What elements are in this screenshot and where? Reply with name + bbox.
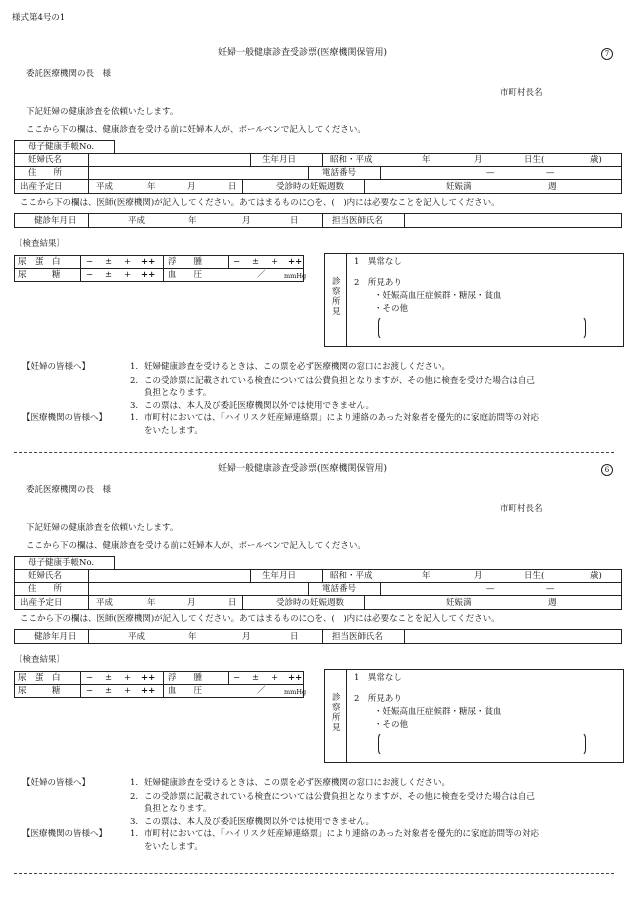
note-4-cont: をいたします。	[144, 426, 203, 436]
grade-plusplus[interactable]: ++	[141, 686, 156, 696]
birth-era: 昭和・平成	[330, 155, 373, 165]
request-text: 下記妊婦の健康診査を依頼いたします。	[26, 107, 179, 117]
finding-conditions[interactable]: ・妊娠高血圧症候群・糖尿・貧血	[374, 291, 502, 301]
birth-month: 月	[474, 155, 483, 165]
diag-char: 診	[332, 277, 341, 287]
exam-month: 月	[242, 216, 251, 226]
due-year: 年	[147, 182, 156, 192]
doctor-instructions: ここから下の欄は、医師(医療機関)が記入してください。あてはまるものに○を、( )内には必要なことを記入してください。	[20, 614, 500, 624]
note-3: この票は、本人及び委託医療機関以外では使用できません。	[144, 401, 375, 411]
birth-label: 生年月日	[262, 155, 297, 165]
note-1: 妊婦健康診査を受けるときは、この票を必ず医療機関の窓口にお渡しください。	[144, 778, 451, 788]
to-patient-heading: 【妊婦の皆様へ】	[22, 778, 91, 788]
due-label: 出産予定日	[20, 182, 63, 192]
doctor-input[interactable]	[406, 630, 620, 642]
exam-era: 平成	[128, 216, 146, 226]
grade-plus[interactable]: +	[271, 257, 279, 267]
finding-abnormal[interactable]: 2 所見あり	[354, 694, 402, 704]
diag-char: 見	[332, 307, 341, 317]
exam-date-label: 健診年月日	[34, 216, 77, 226]
patient-instructions: ここから下の欄は、健康診査を受ける前に妊婦本人が、ボールペンで記入してください。	[26, 541, 366, 551]
urine-protein-label: 尿 蛋 白	[18, 257, 61, 267]
note-number: 3.	[130, 817, 139, 827]
boshi-input[interactable]	[116, 141, 246, 152]
bp-label: 血 圧	[168, 686, 203, 696]
sheet-number: 6	[601, 464, 613, 476]
grade-plusminus[interactable]: ±	[105, 673, 113, 683]
due-label: 出産予定日	[20, 598, 63, 608]
boshi-label: 母子健康手帳No.	[28, 142, 95, 152]
due-year: 年	[147, 598, 156, 608]
form-section-6	[0, 413, 630, 871]
bp-label: 血 圧	[168, 270, 203, 280]
results-label: 〔検査結果〕	[14, 239, 66, 249]
doctor-input[interactable]	[406, 214, 620, 226]
phone-dash: —	[486, 168, 495, 178]
other-bracket-input[interactable]	[378, 316, 586, 340]
bp-separator: ／	[257, 686, 266, 696]
week: 週	[548, 182, 557, 192]
phone-dash: —	[486, 584, 495, 594]
due-day: 日	[228, 182, 237, 192]
note-3: この票は、本人及び委託医療機関以外では使用できません。	[144, 817, 375, 827]
finding-other[interactable]: ・その他	[374, 304, 409, 314]
grade-minus[interactable]: −	[86, 257, 94, 267]
form-number: 様式第4号の1	[12, 13, 66, 23]
exam-day: 日	[290, 632, 299, 642]
boshi-label: 母子健康手帳No.	[28, 558, 95, 568]
other-bracket-input[interactable]	[378, 732, 586, 756]
note-4: 市町村においては、「ハイリスク妊産婦連絡票」により連絡のあった対象者を優先的に家庭訪問等の対応	[144, 413, 540, 423]
exam-era: 平成	[128, 632, 146, 642]
exam-year: 年	[188, 216, 197, 226]
request-text: 下記妊婦の健康診査を依頼いたします。	[26, 523, 179, 533]
note-2: この受診票に記載されている検査については公費負担となりますが、その他に検査を受けた場合は自己	[144, 376, 535, 386]
grade-plus[interactable]: +	[124, 686, 132, 696]
cut-line	[14, 873, 614, 874]
doctor-label: 担当医師氏名	[332, 632, 384, 642]
grade-plusminus[interactable]: ±	[252, 673, 260, 683]
exam-month: 月	[242, 632, 251, 642]
to-patient-heading: 【妊婦の皆様へ】	[22, 362, 91, 372]
results-label: 〔検査結果〕	[14, 655, 66, 665]
grade-minus[interactable]: −	[86, 673, 94, 683]
sheet-number: 7	[601, 48, 613, 60]
note-2-cont: 負担となります。	[144, 388, 212, 398]
patient-instructions: ここから下の欄は、健康診査を受ける前に妊婦本人が、ボールペンで記入してください。	[26, 125, 366, 135]
note-4-cont: をいたします。	[144, 842, 203, 852]
finding-normal[interactable]: 1 異常なし	[354, 257, 402, 267]
address-label: 住 所	[28, 584, 63, 594]
due-era: 平成	[96, 598, 114, 608]
urine-sugar-label: 尿 糖	[18, 270, 61, 280]
note-1: 妊婦健康診査を受けるときは、この票を必ず医療機関の窓口にお渡しください。	[144, 362, 451, 372]
grade-plusminus[interactable]: ±	[105, 270, 113, 280]
grade-plus[interactable]: +	[124, 270, 132, 280]
grade-minus[interactable]: −	[86, 270, 94, 280]
finding-conditions[interactable]: ・妊娠高血圧症候群・糖尿・貧血	[374, 707, 502, 717]
issuer: 市町村長名	[500, 504, 543, 514]
note-number: 1.	[130, 829, 139, 839]
grade-plus[interactable]: +	[124, 673, 132, 683]
grade-minus[interactable]: −	[233, 257, 241, 267]
bp-unit: mmHg	[284, 272, 307, 280]
birth-day: 日生(	[524, 155, 545, 165]
phone-label: 電話番号	[322, 584, 357, 594]
birth-year: 年	[422, 571, 431, 581]
doctor-instructions: ここから下の欄は、医師(医療機関)が記入してください。あてはまるものに○を、( )内には必要なことを記入してください。	[20, 198, 500, 208]
edema-label: 浮 腫	[168, 257, 203, 267]
boshi-input[interactable]	[116, 557, 246, 568]
urine-protein-label: 尿 蛋 白	[18, 673, 61, 683]
weeks-label: 受診時の妊娠週数	[276, 598, 345, 608]
exam-day: 日	[290, 216, 299, 226]
name-input[interactable]	[90, 154, 248, 165]
exam-year: 年	[188, 632, 197, 642]
bp-unit: mmHg	[284, 688, 307, 696]
note-number: 1.	[130, 362, 139, 372]
finding-abnormal[interactable]: 2 所見あり	[354, 278, 402, 288]
exam-date-label: 健診年月日	[34, 632, 77, 642]
addressee: 委託医療機関の長 様	[26, 485, 112, 495]
age: 歳)	[590, 155, 602, 165]
weeks-full: 妊娠満	[446, 182, 472, 192]
finding-other[interactable]: ・その他	[374, 720, 409, 730]
grade-plusminus[interactable]: ±	[105, 686, 113, 696]
diag-char: 察	[332, 703, 341, 713]
grade-plus[interactable]: +	[124, 257, 132, 267]
form-title: 妊婦一般健康診査受診票(医療機関保管用)	[218, 48, 388, 58]
note-2-cont: 負担となります。	[144, 804, 212, 814]
diag-char: 所	[332, 297, 341, 307]
due-month: 月	[187, 182, 196, 192]
edema-label: 浮 腫	[168, 673, 203, 683]
age: 歳)	[590, 571, 602, 581]
birth-label: 生年月日	[262, 571, 297, 581]
note-2: この受診票に記載されている検査については公費負担となりますが、その他に検査を受けた場合は自己	[144, 792, 535, 802]
diag-char: 見	[332, 723, 341, 733]
phone-label: 電話番号	[322, 168, 357, 178]
finding-normal[interactable]: 1 異常なし	[354, 673, 402, 683]
name-input[interactable]	[90, 570, 248, 581]
grade-minus[interactable]: −	[233, 673, 241, 683]
grade-plusplus[interactable]: ++	[141, 673, 156, 683]
grade-plusminus[interactable]: ±	[252, 257, 260, 267]
issuer: 市町村長名	[500, 88, 543, 98]
grade-plusminus[interactable]: ±	[105, 257, 113, 267]
birth-day: 日生(	[524, 571, 545, 581]
weeks-full: 妊娠満	[446, 598, 472, 608]
note-number: 1.	[130, 413, 139, 423]
grade-minus[interactable]: −	[86, 686, 94, 696]
due-month: 月	[187, 598, 196, 608]
to-clinic-heading: 【医療機関の皆様へ】	[22, 829, 108, 839]
weeks-label: 受診時の妊娠週数	[276, 182, 345, 192]
grade-plusplus[interactable]: ++	[288, 673, 303, 683]
birth-era: 昭和・平成	[330, 571, 373, 581]
bp-separator: ／	[257, 270, 266, 280]
grade-plus[interactable]: +	[271, 673, 279, 683]
form-section-7	[0, 0, 630, 455]
birth-year: 年	[422, 155, 431, 165]
diag-char: 所	[332, 713, 341, 723]
note-number: 1.	[130, 778, 139, 788]
name-label: 妊婦氏名	[28, 571, 63, 581]
address-input[interactable]	[90, 583, 306, 594]
grade-plusplus[interactable]: ++	[141, 257, 156, 267]
form-title: 妊婦一般健康診査受診票(医療機関保管用)	[218, 464, 388, 474]
diag-char: 察	[332, 287, 341, 297]
grade-plusplus[interactable]: ++	[141, 270, 156, 280]
note-number: 2.	[130, 376, 139, 386]
note-4: 市町村においては、「ハイリスク妊産婦連絡票」により連絡のあった対象者を優先的に家庭訪問等の対応	[144, 829, 540, 839]
due-day: 日	[228, 598, 237, 608]
addressee: 委託医療機関の長 様	[26, 69, 112, 79]
address-label: 住 所	[28, 168, 63, 178]
urine-sugar-label: 尿 糖	[18, 686, 61, 696]
diag-char: 診	[332, 693, 341, 703]
note-number: 3.	[130, 401, 139, 411]
phone-dash: —	[546, 584, 555, 594]
due-era: 平成	[96, 182, 114, 192]
name-label: 妊婦氏名	[28, 155, 63, 165]
week: 週	[548, 598, 557, 608]
doctor-label: 担当医師氏名	[332, 216, 384, 226]
birth-month: 月	[474, 571, 483, 581]
to-clinic-heading: 【医療機関の皆様へ】	[22, 413, 108, 423]
phone-dash: —	[546, 168, 555, 178]
address-input[interactable]	[90, 167, 306, 178]
grade-plusplus[interactable]: ++	[288, 257, 303, 267]
note-number: 2.	[130, 792, 139, 802]
